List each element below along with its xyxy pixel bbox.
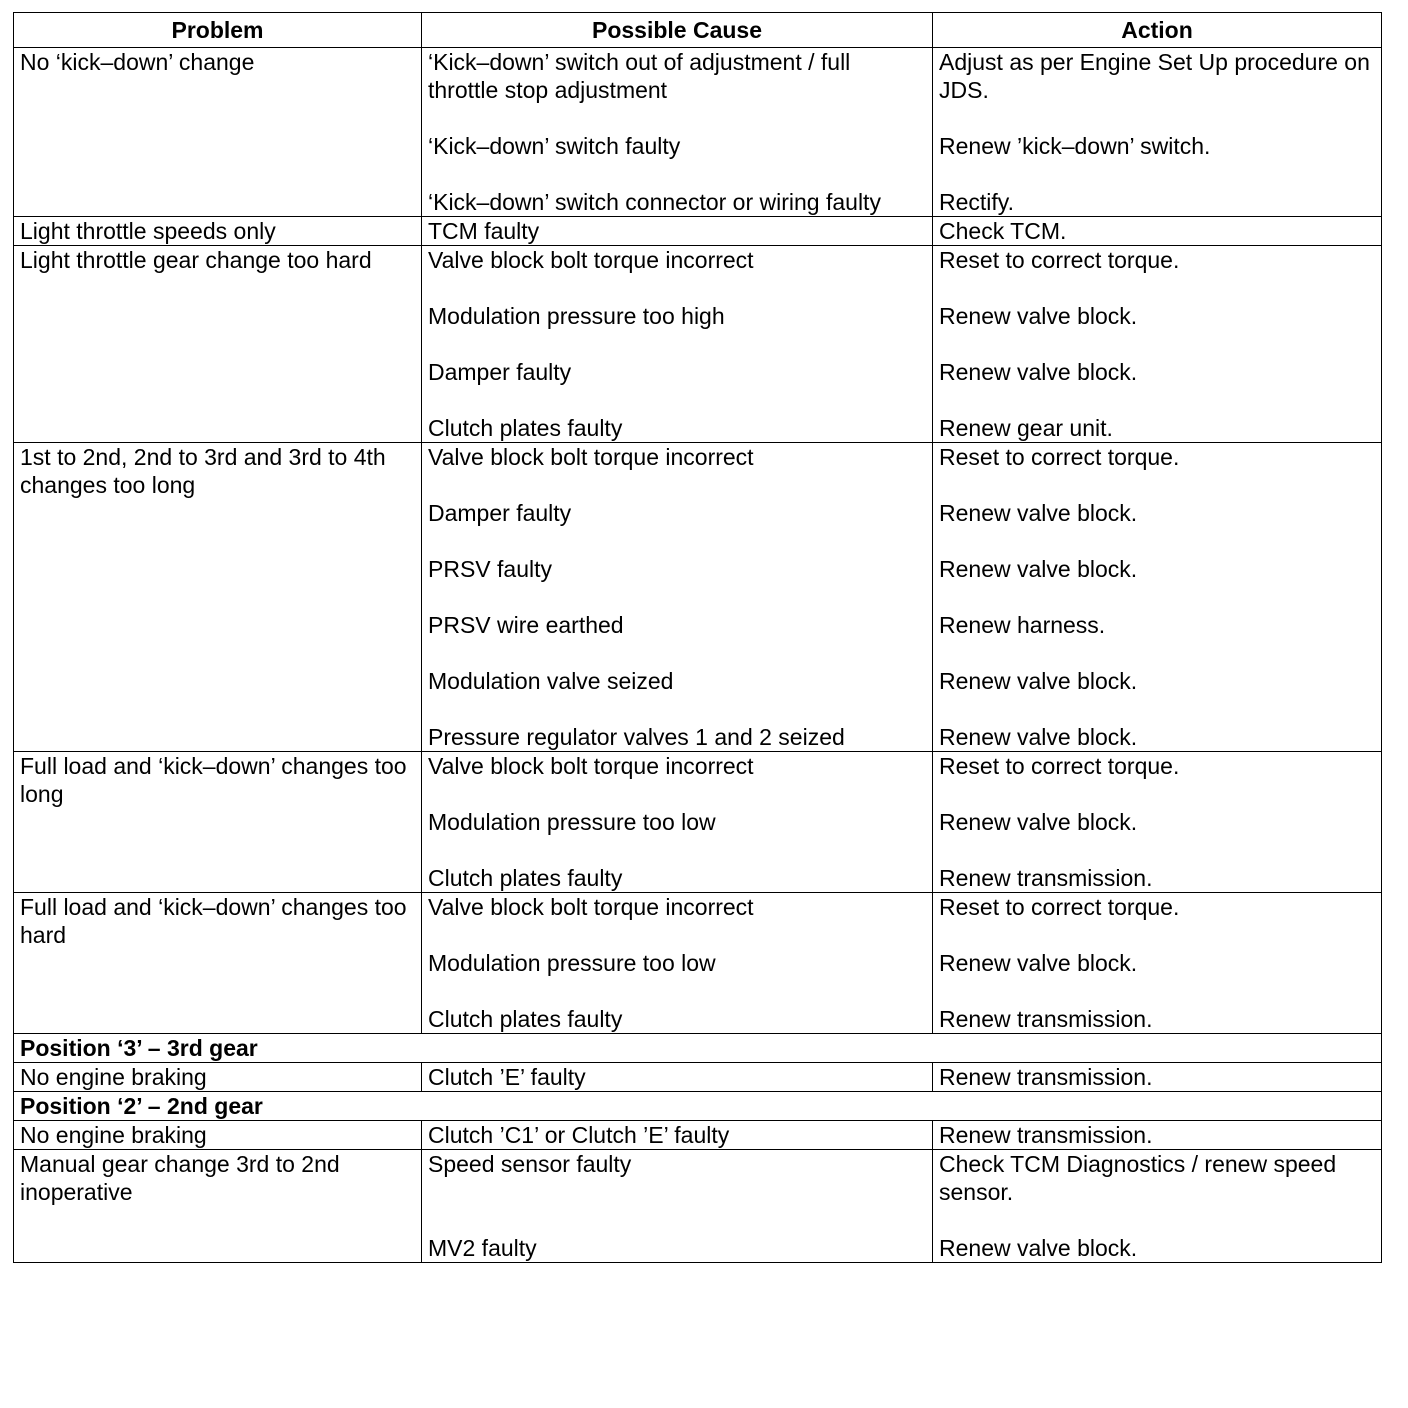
action-text: Reset to correct torque.	[939, 247, 1180, 273]
possible-cause: Valve block bolt torque incorrect	[428, 753, 754, 779]
possible-cause: ‘Kick–down’ switch faulty	[428, 133, 681, 159]
action-cell	[933, 48, 1382, 217]
action-text: Renew valve block.	[939, 809, 1138, 835]
table-row	[14, 1121, 1382, 1150]
table-row	[14, 893, 1382, 1034]
action-text: Renew valve block.	[939, 556, 1138, 582]
action-text: Rectify.	[939, 189, 1014, 215]
action-text: Renew valve block.	[939, 359, 1138, 385]
action-text: Check TCM.	[939, 218, 1067, 244]
action-text: Renew valve block.	[939, 303, 1138, 329]
cause-cell	[422, 1150, 933, 1263]
possible-cause: PRSV wire earthed	[428, 612, 624, 638]
cause-cell	[422, 893, 933, 1034]
action-cell	[933, 246, 1382, 443]
action-text: Check TCM Diagnostics / renew speed sensor.	[939, 1151, 1337, 1205]
section-title: Position ‘3’ – 3rd gear	[14, 1034, 1382, 1063]
table-row	[14, 48, 1382, 217]
problem-cell: Light throttle speeds only	[14, 217, 422, 246]
problem-cell: Full load and ‘kick–down’ changes too hard	[14, 893, 422, 1034]
possible-cause: Clutch ’E’ faulty	[428, 1064, 586, 1090]
table-row	[14, 443, 1382, 752]
action-cell	[933, 1121, 1382, 1150]
possible-cause: Valve block bolt torque incorrect	[428, 444, 754, 470]
possible-cause: PRSV faulty	[428, 556, 552, 582]
possible-cause: Valve block bolt torque incorrect	[428, 894, 754, 920]
problem-cell: Full load and ‘kick–down’ changes too long	[14, 752, 422, 893]
action-text: Renew gear unit.	[939, 415, 1113, 441]
possible-cause: MV2 faulty	[428, 1235, 537, 1261]
header-possible-cause: Possible Cause	[422, 13, 933, 48]
possible-cause: Modulation valve seized	[428, 668, 674, 694]
section-row	[14, 1034, 1382, 1063]
action-text: Reset to correct torque.	[939, 753, 1180, 779]
action-text: Renew transmission.	[939, 1006, 1153, 1032]
possible-cause: Clutch plates faulty	[428, 1006, 623, 1032]
possible-cause: Damper faulty	[428, 500, 572, 526]
problem-cell: 1st to 2nd, 2nd to 3rd and 3rd to 4th changes too long	[14, 443, 422, 752]
header-action: Action	[933, 13, 1382, 48]
action-text: Renew harness.	[939, 612, 1106, 638]
action-text: Reset to correct torque.	[939, 894, 1180, 920]
possible-cause: Damper faulty	[428, 359, 572, 385]
possible-cause: Clutch plates faulty	[428, 415, 623, 441]
cause-cell	[422, 752, 933, 893]
header-problem: Problem	[14, 13, 422, 48]
cause-cell	[422, 1121, 933, 1150]
action-text: Renew ’kick–down’ switch.	[939, 133, 1211, 159]
cause-cell	[422, 246, 933, 443]
action-cell	[933, 1150, 1382, 1263]
section-row	[14, 1092, 1382, 1121]
table-row	[14, 1150, 1382, 1263]
header-row	[14, 13, 1382, 48]
action-text: Renew valve block.	[939, 724, 1138, 750]
action-text: Adjust as per Engine Set Up procedure on JDS.	[939, 49, 1370, 103]
table-row	[14, 246, 1382, 443]
possible-cause: Pressure regulator valves 1 and 2 seized	[428, 724, 845, 750]
problem-cell: Manual gear change 3rd to 2nd inoperative	[14, 1150, 422, 1263]
table-row	[14, 1063, 1382, 1092]
action-cell	[933, 893, 1382, 1034]
possible-cause: Valve block bolt torque incorrect	[428, 247, 754, 273]
action-text: Renew transmission.	[939, 1122, 1153, 1148]
problem-cell: No ‘kick–down’ change	[14, 48, 422, 217]
problem-cell: Light throttle gear change too hard	[14, 246, 422, 443]
action-text: Renew valve block.	[939, 500, 1138, 526]
possible-cause: Modulation pressure too high	[428, 303, 725, 329]
action-text: Renew transmission.	[939, 1064, 1153, 1090]
action-text: Renew valve block.	[939, 1235, 1138, 1261]
section-title: Position ‘2’ – 2nd gear	[14, 1092, 1382, 1121]
possible-cause: Clutch ’C1’ or Clutch ’E’ faulty	[428, 1122, 730, 1148]
possible-cause: Clutch plates faulty	[428, 865, 623, 891]
fault-diagnosis-table	[13, 12, 1382, 1263]
action-cell	[933, 752, 1382, 893]
possible-cause: TCM faulty	[428, 218, 540, 244]
possible-cause: ‘Kick–down’ switch connector or wiring faulty	[428, 189, 881, 215]
possible-cause: Modulation pressure too low	[428, 809, 716, 835]
table-row	[14, 752, 1382, 893]
action-cell	[933, 217, 1382, 246]
cause-cell	[422, 217, 933, 246]
problem-cell: No engine braking	[14, 1121, 422, 1150]
action-cell	[933, 443, 1382, 752]
action-text: Reset to correct torque.	[939, 444, 1180, 470]
cause-cell	[422, 1063, 933, 1092]
possible-cause: Speed sensor faulty	[428, 1151, 632, 1177]
action-text: Renew valve block.	[939, 668, 1138, 694]
problem-cell: No engine braking	[14, 1063, 422, 1092]
cause-cell	[422, 443, 933, 752]
cause-cell	[422, 48, 933, 217]
possible-cause: Modulation pressure too low	[428, 950, 716, 976]
action-text: Renew transmission.	[939, 865, 1153, 891]
action-text: Renew valve block.	[939, 950, 1138, 976]
possible-cause: ‘Kick–down’ switch out of adjustment / full throttle stop adjustment	[428, 49, 851, 103]
action-cell	[933, 1063, 1382, 1092]
table-row	[14, 217, 1382, 246]
